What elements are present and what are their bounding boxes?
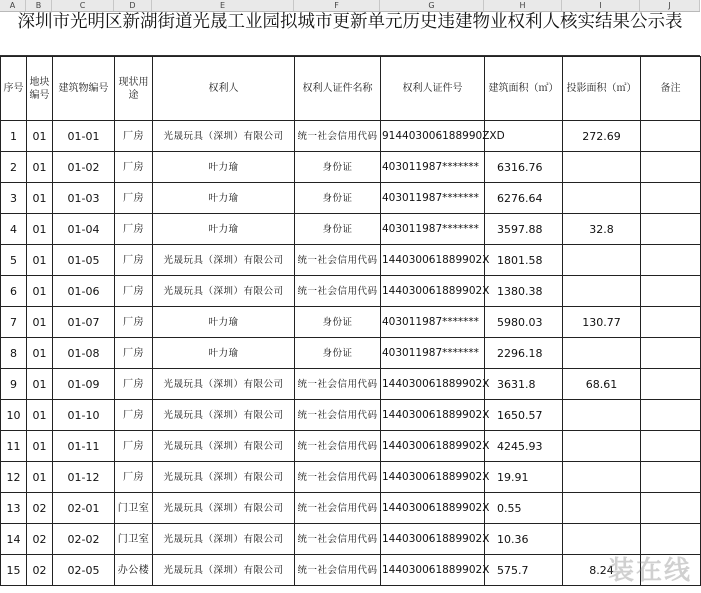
cell-use[interactable]: 厂房 [115, 338, 153, 369]
cell-building[interactable]: 02-01 [53, 493, 115, 524]
cell-remark[interactable] [641, 369, 701, 400]
table-row [1, 431, 701, 462]
table-row [1, 152, 701, 183]
cell-area[interactable]: 3631.8 [485, 369, 563, 400]
table-body [1, 121, 701, 586]
header-seq[interactable]: 序号 [1, 57, 27, 121]
cell-id-no[interactable]: 144030061889902X [381, 245, 485, 276]
cell-building[interactable]: 02-02 [53, 524, 115, 555]
cell-use[interactable]: 厂房 [115, 307, 153, 338]
cell-use[interactable]: 门卫室 [115, 493, 153, 524]
cell-owner[interactable]: 光晟玩具（深圳）有限公司 [153, 369, 295, 400]
cell-seq[interactable]: 10 [1, 400, 27, 431]
table-row [1, 276, 701, 307]
cell-id-no[interactable]: 403011987******* [381, 183, 485, 214]
cell-owner[interactable]: 光晟玩具（深圳）有限公司 [153, 524, 295, 555]
cell-id-type[interactable]: 统一社会信用代码 [295, 493, 381, 524]
cell-building[interactable]: 01-01 [53, 121, 115, 152]
cell-owner[interactable]: 叶力瑜 [153, 214, 295, 245]
cell-id-type[interactable]: 统一社会信用代码 [295, 245, 381, 276]
cell-seq[interactable]: 3 [1, 183, 27, 214]
cell-remark[interactable] [641, 245, 701, 276]
cell-owner[interactable]: 叶力瑜 [153, 152, 295, 183]
cell-proj-area[interactable] [563, 493, 641, 524]
header-id-type[interactable]: 权利人证件名称 [295, 57, 381, 121]
cell-id-type[interactable]: 统一社会信用代码 [295, 121, 381, 152]
cell-id-type[interactable]: 统一社会信用代码 [295, 369, 381, 400]
cell-proj-area[interactable]: 272.69 [563, 121, 641, 152]
header-id-no[interactable]: 权利人证件号 [381, 57, 485, 121]
cell-use[interactable]: 厂房 [115, 183, 153, 214]
cell-seq[interactable]: 15 [1, 555, 27, 586]
table-row [1, 183, 701, 214]
table-row [1, 524, 701, 555]
cell-building[interactable]: 01-02 [53, 152, 115, 183]
cell-building[interactable]: 01-06 [53, 276, 115, 307]
cell-owner[interactable]: 光晟玩具（深圳）有限公司 [153, 400, 295, 431]
column-letter[interactable]: C [52, 0, 114, 11]
column-letter[interactable]: H [484, 0, 562, 11]
table-row [1, 121, 701, 152]
header-area[interactable]: 建筑面积（㎡） [485, 57, 563, 121]
cell-remark[interactable] [641, 400, 701, 431]
cell-owner[interactable]: 光晟玩具（深圳）有限公司 [153, 276, 295, 307]
cell-area[interactable]: 4245.93 [485, 431, 563, 462]
header-building[interactable]: 建筑物编号 [53, 57, 115, 121]
cell-seq[interactable]: 13 [1, 493, 27, 524]
cell-proj-area[interactable]: 8.24 [563, 555, 641, 586]
cell-seq[interactable]: 1 [1, 121, 27, 152]
table-row [1, 338, 701, 369]
cell-id-no[interactable]: 144030061889902X [381, 400, 485, 431]
cell-proj-area[interactable] [563, 183, 641, 214]
cell-owner[interactable]: 光晟玩具（深圳）有限公司 [153, 493, 295, 524]
cell-building[interactable]: 01-09 [53, 369, 115, 400]
cell-block[interactable]: 01 [27, 338, 53, 369]
cell-block[interactable]: 02 [27, 555, 53, 586]
column-letter[interactable]: F [294, 0, 380, 11]
cell-proj-area[interactable] [563, 338, 641, 369]
cell-use[interactable]: 办公楼 [115, 555, 153, 586]
table-row [1, 307, 701, 338]
table-row [1, 555, 701, 586]
cell-id-type[interactable]: 身份证 [295, 338, 381, 369]
column-header-strip [0, 0, 700, 12]
cell-remark[interactable] [641, 307, 701, 338]
cell-block[interactable]: 01 [27, 276, 53, 307]
cell-id-type[interactable]: 身份证 [295, 183, 381, 214]
cell-remark[interactable] [641, 214, 701, 245]
cell-area[interactable]: 6276.64 [485, 183, 563, 214]
table-row [1, 493, 701, 524]
cell-proj-area[interactable] [563, 152, 641, 183]
cell-block[interactable]: 01 [27, 183, 53, 214]
cell-building[interactable]: 01-11 [53, 431, 115, 462]
cell-building[interactable]: 01-08 [53, 338, 115, 369]
cell-area[interactable]: 1650.57 [485, 400, 563, 431]
table-row [1, 245, 701, 276]
cell-proj-area[interactable] [563, 245, 641, 276]
cell-id-no[interactable]: 144030061889902X [381, 524, 485, 555]
cell-id-type[interactable]: 统一社会信用代码 [295, 431, 381, 462]
cell-area[interactable]: 1380.38 [485, 276, 563, 307]
cell-owner[interactable]: 叶力瑜 [153, 183, 295, 214]
cell-seq[interactable]: 5 [1, 245, 27, 276]
cell-remark[interactable] [641, 431, 701, 462]
cell-owner[interactable]: 叶力瑜 [153, 338, 295, 369]
cell-seq[interactable]: 11 [1, 431, 27, 462]
cell-remark[interactable] [641, 121, 701, 152]
cell-area[interactable]: 10.36 [485, 524, 563, 555]
cell-area[interactable]: 6316.76 [485, 152, 563, 183]
cell-area[interactable]: 3597.88 [485, 214, 563, 245]
cell-owner[interactable]: 光晟玩具（深圳）有限公司 [153, 462, 295, 493]
cell-id-type[interactable]: 统一社会信用代码 [295, 524, 381, 555]
cell-proj-area[interactable] [563, 462, 641, 493]
cell-use[interactable]: 厂房 [115, 121, 153, 152]
cell-use[interactable]: 厂房 [115, 276, 153, 307]
cell-seq[interactable]: 8 [1, 338, 27, 369]
watermark-logo: 装在线 [607, 556, 692, 586]
column-letter[interactable]: A [0, 0, 26, 11]
cell-id-no[interactable]: 403011987******* [381, 214, 485, 245]
cell-id-type[interactable]: 统一社会信用代码 [295, 400, 381, 431]
cell-seq[interactable]: 14 [1, 524, 27, 555]
header-row [1, 57, 701, 121]
cell-seq[interactable]: 7 [1, 307, 27, 338]
header-proj-area[interactable]: 投影面积（㎡） [563, 57, 641, 121]
column-letter[interactable]: B [26, 0, 52, 11]
cell-seq[interactable]: 12 [1, 462, 27, 493]
cell-id-no[interactable]: 144030061889902X [381, 369, 485, 400]
cell-building[interactable]: 02-05 [53, 555, 115, 586]
cell-remark[interactable] [641, 493, 701, 524]
cell-use[interactable]: 厂房 [115, 152, 153, 183]
cell-owner[interactable]: 叶力瑜 [153, 307, 295, 338]
cell-seq[interactable]: 4 [1, 214, 27, 245]
cell-building[interactable]: 01-12 [53, 462, 115, 493]
cell-block[interactable]: 01 [27, 214, 53, 245]
cell-proj-area[interactable]: 32.8 [563, 214, 641, 245]
cell-proj-area[interactable] [563, 276, 641, 307]
cell-id-type[interactable]: 统一社会信用代码 [295, 555, 381, 586]
cell-remark[interactable] [641, 183, 701, 214]
cell-building[interactable]: 01-04 [53, 214, 115, 245]
cell-block[interactable]: 01 [27, 121, 53, 152]
cell-id-no[interactable]: 144030061889902X [381, 555, 485, 586]
cell-use[interactable]: 厂房 [115, 431, 153, 462]
cell-building[interactable]: 01-10 [53, 400, 115, 431]
table-row [1, 462, 701, 493]
cell-block[interactable]: 02 [27, 524, 53, 555]
table-row [1, 214, 701, 245]
cell-id-no[interactable]: 403011987******* [381, 338, 485, 369]
cell-block[interactable]: 02 [27, 493, 53, 524]
cell-proj-area[interactable]: 68.61 [563, 369, 641, 400]
column-letter[interactable]: E [152, 0, 294, 11]
cell-id-type[interactable]: 统一社会信用代码 [295, 276, 381, 307]
column-letter[interactable]: G [380, 0, 484, 11]
cell-owner[interactable]: 光晟玩具（深圳）有限公司 [153, 121, 295, 152]
table-row [1, 369, 701, 400]
cell-building[interactable]: 01-05 [53, 245, 115, 276]
cell-proj-area[interactable] [563, 431, 641, 462]
cell-use[interactable]: 厂房 [115, 462, 153, 493]
table-row [1, 400, 701, 431]
cell-area[interactable]: 1801.58 [485, 245, 563, 276]
cell-id-no[interactable]: 144030061889902X [381, 431, 485, 462]
cell-id-type[interactable]: 身份证 [295, 307, 381, 338]
column-letter[interactable]: D [114, 0, 152, 11]
cell-block[interactable]: 01 [27, 369, 53, 400]
cell-id-type[interactable]: 统一社会信用代码 [295, 462, 381, 493]
cell-block[interactable]: 01 [27, 152, 53, 183]
cell-id-type[interactable]: 身份证 [295, 214, 381, 245]
cell-block[interactable]: 01 [27, 462, 53, 493]
header-owner[interactable]: 权利人 [153, 57, 295, 121]
cell-use[interactable]: 门卫室 [115, 524, 153, 555]
header-block[interactable]: 地块编号 [27, 57, 53, 121]
cell-area[interactable]: 5980.03 [485, 307, 563, 338]
cell-block[interactable]: 01 [27, 400, 53, 431]
cell-id-no[interactable]: 403011987******* [381, 307, 485, 338]
cell-area[interactable]: 575.7 [485, 555, 563, 586]
cell-building[interactable]: 01-03 [53, 183, 115, 214]
cell-building[interactable]: 01-07 [53, 307, 115, 338]
header-use[interactable]: 现状用途 [115, 57, 153, 121]
cell-remark[interactable] [641, 152, 701, 183]
data-table [0, 56, 701, 586]
header-remark[interactable]: 备注 [641, 57, 701, 121]
cell-area[interactable]: 0.55 [485, 493, 563, 524]
cell-remark[interactable] [641, 462, 701, 493]
cell-proj-area[interactable]: 130.77 [563, 307, 641, 338]
column-letter[interactable]: I [562, 0, 640, 11]
cell-use[interactable]: 厂房 [115, 400, 153, 431]
cell-seq[interactable]: 2 [1, 152, 27, 183]
cell-block[interactable]: 01 [27, 307, 53, 338]
cell-owner[interactable]: 光晟玩具（深圳）有限公司 [153, 555, 295, 586]
cell-use[interactable]: 厂房 [115, 245, 153, 276]
cell-seq[interactable]: 6 [1, 276, 27, 307]
cell-remark[interactable] [641, 338, 701, 369]
cell-proj-area[interactable] [563, 400, 641, 431]
cell-area[interactable]: 2296.18 [485, 338, 563, 369]
cell-block[interactable]: 01 [27, 245, 53, 276]
cell-id-no[interactable]: 144030061889902X [381, 276, 485, 307]
column-letter[interactable]: J [640, 0, 700, 11]
cell-seq[interactable]: 9 [1, 369, 27, 400]
cell-id-type[interactable]: 身份证 [295, 152, 381, 183]
cell-remark[interactable] [641, 276, 701, 307]
cell-use[interactable]: 厂房 [115, 369, 153, 400]
cell-owner[interactable]: 光晟玩具（深圳）有限公司 [153, 245, 295, 276]
cell-use[interactable]: 厂房 [115, 214, 153, 245]
cell-block[interactable]: 01 [27, 431, 53, 462]
cell-area[interactable]: 19.91 [485, 462, 563, 493]
cell-id-no[interactable]: 144030061889902X [381, 462, 485, 493]
cell-id-no[interactable]: 144030061889902X [381, 493, 485, 524]
cell-id-no[interactable]: 403011987******* [381, 152, 485, 183]
cell-id-no[interactable]: 914403006188990ZXD [381, 121, 485, 152]
table-title: 深圳市光明区新湖街道光晟工业园拟城市更新单元历史违建物业权利人核实结果公示表 [0, 12, 700, 56]
cell-owner[interactable]: 光晟玩具（深圳）有限公司 [153, 431, 295, 462]
